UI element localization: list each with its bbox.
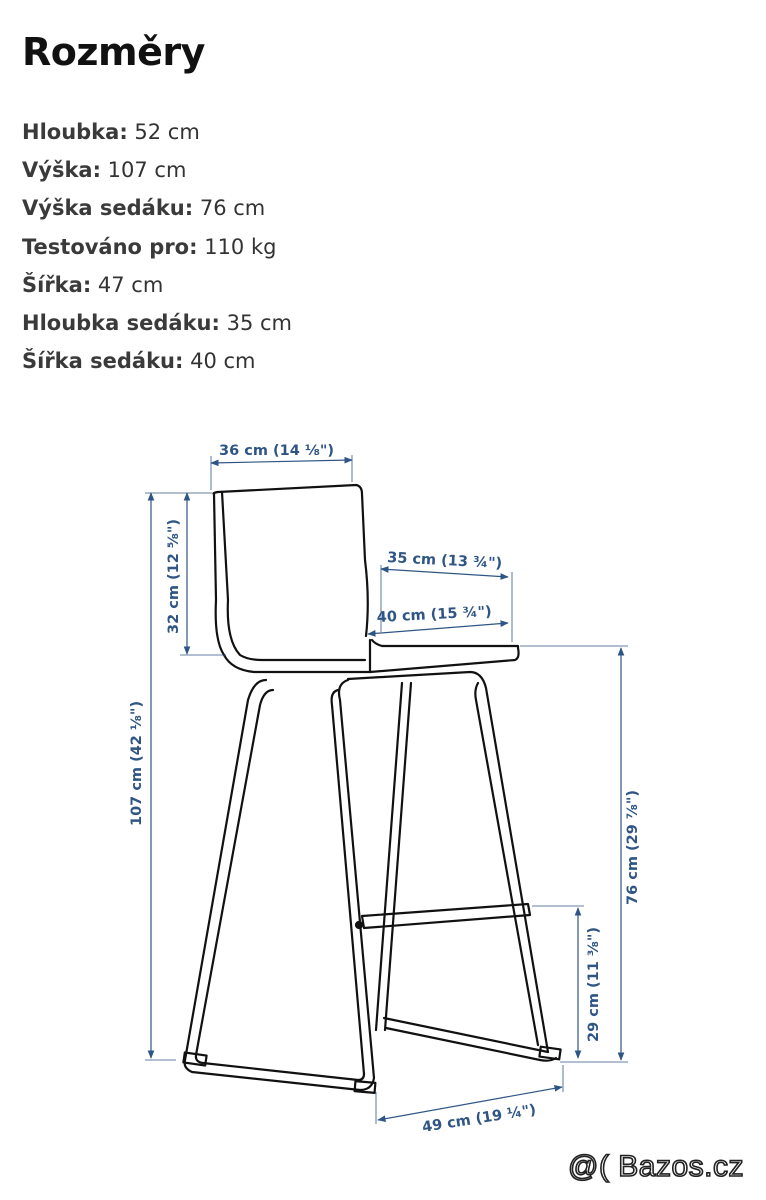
dim-total-height: 107 cm (42 ⅛") xyxy=(129,700,145,826)
dim-footrest-height: 29 cm (11 ⅜") xyxy=(586,926,602,1042)
spec-label: Výška: xyxy=(22,158,101,183)
spec-label: Šířka sedáku: xyxy=(22,349,184,374)
spec-value: 47 cm xyxy=(97,272,164,297)
spec-label: Testováno pro: xyxy=(22,234,198,259)
spec-value: 110 kg xyxy=(204,234,277,259)
dim-seat-depth: 35 cm (13 ¾") xyxy=(386,550,503,573)
spec-value: 35 cm xyxy=(226,310,292,335)
spec-label: Hloubka sedáku: xyxy=(22,310,220,335)
spec-label: Výška sedáku: xyxy=(22,196,194,221)
spec-label: Šířka: xyxy=(22,272,92,297)
spec-value: 107 cm xyxy=(107,158,187,183)
dim-seat-height: 76 cm (29 ⅞") xyxy=(625,789,641,905)
dim-backrest-width: 36 cm (14 ⅛") xyxy=(219,443,335,459)
bazos-watermark-logo: @( Bazos.cz xyxy=(568,1150,744,1183)
dim-base-depth: 49 cm (19 ¼") xyxy=(421,1102,538,1136)
spec-value: 40 cm xyxy=(190,349,256,374)
dim-seat-width: 40 cm (15 ¾") xyxy=(376,603,493,626)
spec-value: 52 cm xyxy=(134,120,200,144)
spec-label: Hloubka: xyxy=(22,120,128,144)
dim-backrest-height: 32 cm (12 ⅝") xyxy=(166,518,182,634)
page-title: Rozměry xyxy=(22,30,205,74)
spec-value: 76 cm xyxy=(199,196,266,221)
